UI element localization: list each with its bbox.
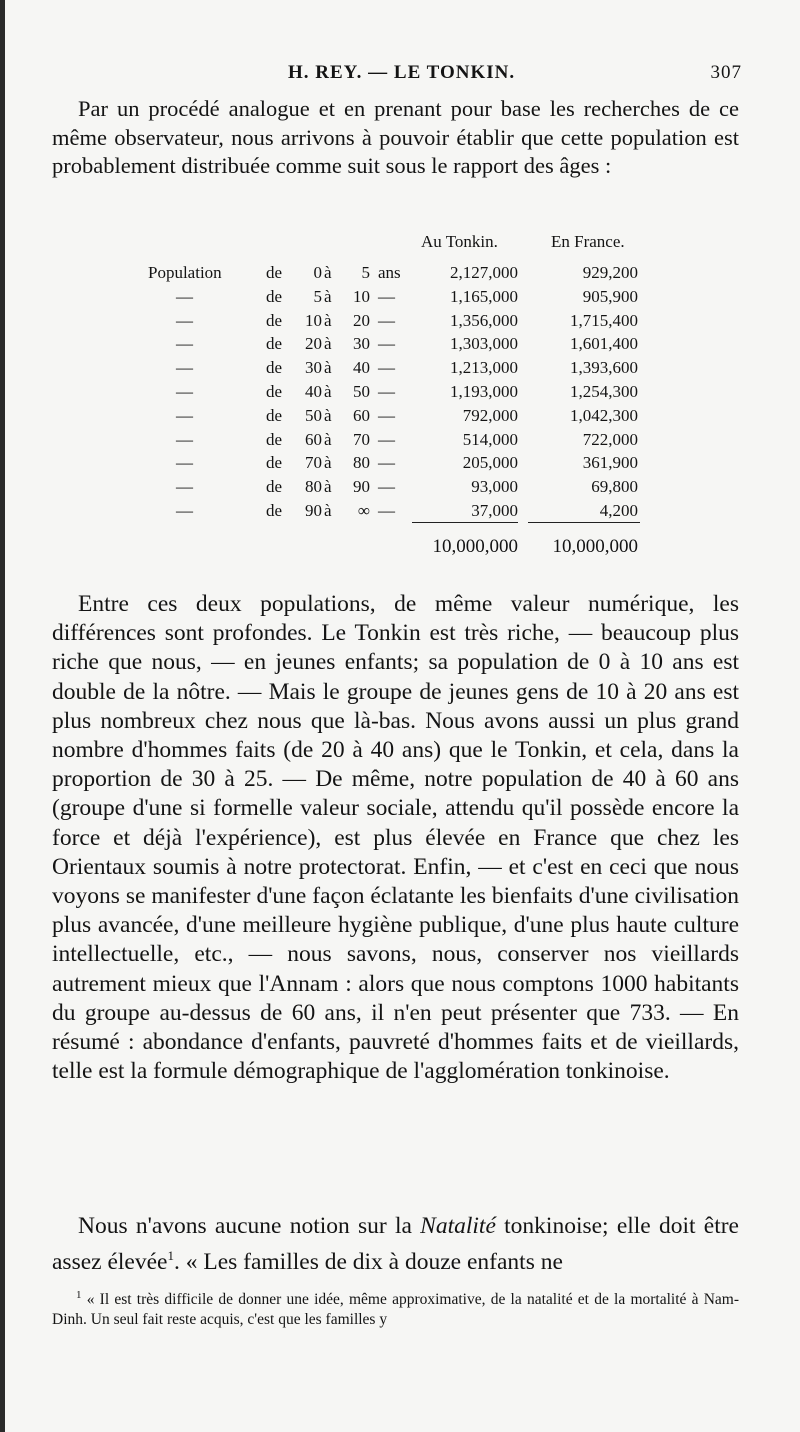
cell-unit: — — [378, 286, 395, 306]
total-rule-france — [528, 522, 640, 523]
footnote-text: « Il est très difficile de donner une idée, même approximative, de la natalité et de la mortalité à Nam-Dinh. Un seul fait reste acquis, c'est que les familles y — [52, 1291, 739, 1329]
cell-from: 0 — [313, 263, 322, 282]
cell-from: 80 — [305, 477, 322, 497]
cell-tonkin: 93,000 — [471, 477, 518, 497]
cell-de: de — [266, 382, 283, 401]
cell-from: 20 — [305, 334, 322, 354]
cell-from: 70 — [305, 453, 322, 473]
footnote-reference: 1 — [167, 1248, 174, 1264]
cell-tonkin: 1,356,000 — [450, 310, 518, 330]
cell-france: 722,000 — [582, 429, 638, 449]
paragraph-intro: Par un procédé analogue et en prenant pour base les recherches de ce même observateur, nous arrivons à pouvoir établir que cette population est probablement distribuée comme suit sous le rapport des âges : — [52, 96, 739, 179]
cell-unit: — — [378, 429, 395, 449]
cell-prefix: — — [176, 429, 193, 449]
footnote-mark: 1 — [76, 1289, 82, 1301]
table-row — [0, 287, 800, 309]
cell-a: à — [324, 501, 332, 520]
cell-prefix: — — [176, 501, 193, 520]
cell-from: 30 — [305, 358, 322, 378]
cell-france: 929,200 — [582, 263, 638, 282]
cell-prefix: — — [176, 405, 193, 425]
cell-tonkin: 205,000 — [462, 453, 518, 473]
cell-tonkin: 1,165,000 — [450, 286, 518, 306]
natality-text-mid: tonkinoise; elle doit être assez élevée — [52, 1213, 739, 1276]
column-header-tonkin: Au Tonkin. — [421, 232, 498, 251]
cell-prefix: — — [176, 310, 193, 330]
cell-to: 70 — [353, 429, 370, 449]
table-row — [0, 477, 800, 499]
cell-france: 361,900 — [582, 453, 638, 473]
cell-de: de — [266, 263, 283, 282]
table-row — [0, 430, 800, 452]
cell-from: 5 — [313, 286, 322, 306]
cell-prefix: — — [176, 286, 193, 306]
cell-from: 10 — [305, 310, 322, 330]
running-title: H. REY. — LE TONKIN. — [288, 62, 516, 83]
cell-unit: — — [378, 405, 395, 425]
cell-to: 5 — [361, 263, 370, 282]
cell-a: à — [324, 286, 332, 306]
table-row — [0, 406, 800, 428]
table-row — [0, 311, 800, 333]
cell-to: 80 — [353, 453, 370, 473]
cell-unit: — — [378, 310, 395, 330]
cell-france: 4,200 — [599, 501, 638, 520]
cell-a: à — [324, 310, 332, 330]
table-row — [0, 334, 800, 356]
cell-from: 40 — [305, 382, 322, 401]
cell-france: 69,800 — [591, 477, 638, 497]
cell-tonkin: 792,000 — [462, 405, 518, 425]
cell-tonkin: 1,303,000 — [450, 334, 518, 354]
cell-prefix: — — [176, 358, 193, 378]
cell-france: 1,254,300 — [570, 382, 638, 401]
page-number: 307 — [710, 62, 742, 83]
paragraph-comparison: Entre ces deux populations, de même valeur numérique, les différences sont profondes. Le Tonkin est très riche, — beaucoup plus riche que nous, — en jeunes enfants; sa population de 0 à 10 ans est double de la nôtre. — Mais le groupe de jeunes gens de 10 à 20 ans est plus nombreux chez nous que là-bas. Nous avons aussi un plus grand nombre d'hommes faits (de 20 à 40 ans) que le Tonkin, et cela, dans la proportion de 30 à 25. — De même, notre population de 40 à 60 ans (groupe d'une si formelle valeur sociale, attendu qu'il possède encore la force et déjà l'expérience), est plus élevée en France que chez les Orientaux soumis à notre protectorat. Enfin, — et c'est en ceci que nous voyons se manifester d'une façon éclatante les bienfaits d'une civilisation plus avancée, d'une meilleure hygiène publique, d'une plus haute culture intellectuelle, etc., — nous savons, nous, conserver nos vieillards autrement mieux que l'Annam : alors que nous comptons 1000 habitants du groupe au-dessus de 60 ans, il n'en peut présenter que 733. — En résumé : abondance d'enfants, pauvreté d'hommes faits et de vieillards, telle est la formule démographique de l'agglomération tonkinoise. — [52, 591, 739, 1085]
cell-a: à — [324, 405, 332, 425]
cell-tonkin: 514,000 — [462, 429, 518, 449]
cell-a: à — [324, 382, 332, 401]
cell-a: à — [324, 358, 332, 378]
table-row — [0, 358, 800, 380]
cell-de: de — [266, 286, 283, 306]
cell-de: de — [266, 453, 283, 473]
cell-to: 90 — [353, 477, 370, 497]
cell-prefix: — — [176, 453, 193, 473]
table-row — [0, 382, 800, 404]
cell-de: de — [266, 334, 283, 354]
cell-to: 40 — [353, 358, 370, 378]
cell-from: 60 — [305, 429, 322, 449]
cell-france: 1,393,600 — [570, 358, 638, 378]
table-row — [0, 501, 800, 523]
cell-de: de — [266, 310, 283, 330]
cell-unit: — — [378, 453, 395, 473]
cell-to: ∞ — [357, 501, 370, 520]
cell-to: 20 — [353, 310, 370, 330]
cell-unit: — — [378, 501, 395, 520]
cell-france: 1,042,300 — [570, 405, 638, 425]
cell-a: à — [324, 334, 332, 354]
cell-de: de — [266, 358, 283, 378]
natality-text-start: Nous n'avons aucune notion sur la — [78, 1213, 421, 1239]
cell-to: 30 — [353, 334, 370, 354]
table-row — [0, 453, 800, 475]
cell-unit: — — [378, 477, 395, 497]
cell-unit: — — [378, 382, 395, 401]
cell-prefix: — — [176, 477, 193, 497]
cell-de: de — [266, 477, 283, 497]
paragraph-natality — [52, 1212, 739, 1277]
table-row — [0, 263, 800, 285]
age-distribution-table — [0, 0, 800, 570]
cell-to: 60 — [353, 405, 370, 425]
cell-to: 10 — [353, 286, 370, 306]
cell-france: 1,601,400 — [570, 334, 638, 354]
cell-tonkin: 1,193,000 — [450, 382, 518, 401]
total-tonkin: 10,000,000 — [432, 536, 518, 557]
cell-france: 1,715,400 — [570, 310, 638, 330]
cell-from: 90 — [305, 501, 322, 520]
cell-a: à — [324, 429, 332, 449]
cell-france: 905,900 — [582, 286, 638, 306]
cell-tonkin: 37,000 — [471, 501, 518, 520]
cell-from: 50 — [305, 405, 322, 425]
cell-de: de — [266, 501, 283, 520]
cell-a: à — [324, 453, 332, 473]
cell-tonkin: 2,127,000 — [450, 263, 518, 282]
cell-de: de — [266, 405, 283, 425]
total-france: 10,000,000 — [552, 536, 638, 557]
total-rule-tonkin — [412, 522, 518, 523]
cell-de: de — [266, 429, 283, 449]
cell-prefix: Population — [148, 263, 222, 282]
cell-unit: ans — [378, 263, 401, 282]
column-header-france: En France. — [551, 232, 625, 251]
cell-tonkin: 1,213,000 — [450, 358, 518, 378]
cell-a: à — [324, 263, 332, 282]
footnote — [52, 1285, 739, 1330]
cell-unit: — — [378, 334, 395, 354]
cell-prefix: — — [176, 382, 193, 401]
natality-text-end: . « Les familles de dix à douze enfants ne — [173, 1249, 563, 1276]
cell-to: 50 — [353, 382, 370, 401]
cell-a: à — [324, 477, 332, 497]
cell-prefix: — — [176, 334, 193, 354]
cell-unit: — — [378, 358, 395, 378]
natality-italic-term: Natalité — [420, 1213, 496, 1239]
